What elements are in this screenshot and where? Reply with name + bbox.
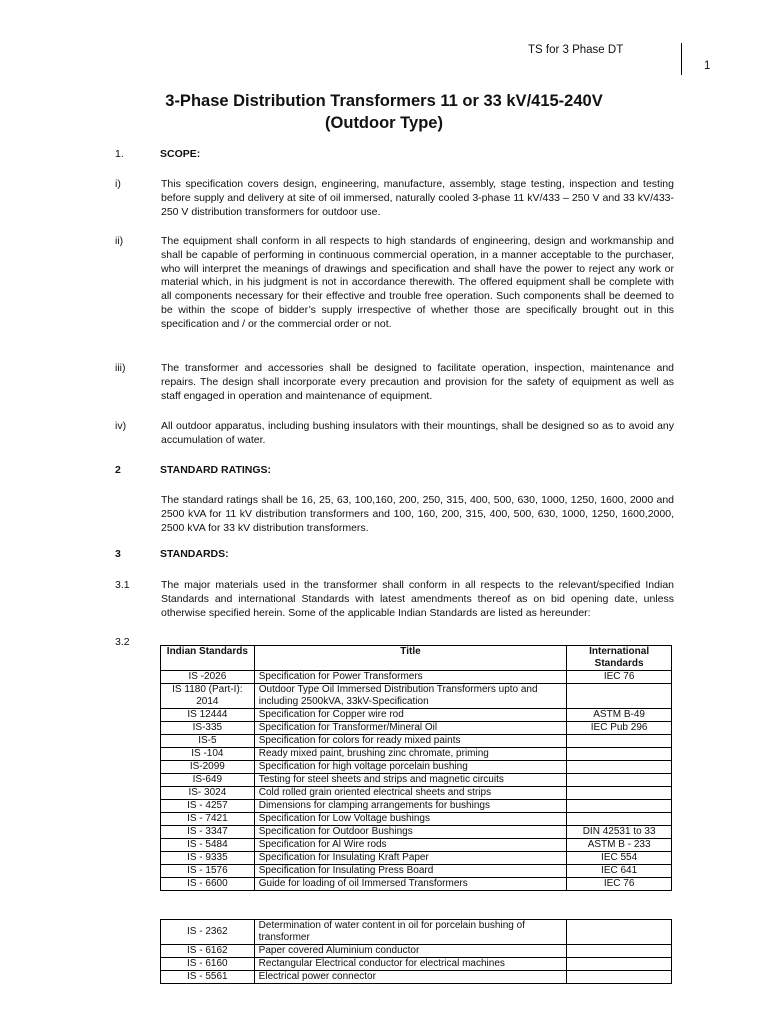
table-header-row (161, 646, 672, 671)
title-cell: Specification for colors for ready mixed paints (254, 735, 567, 748)
title-cell: Specification for Power Transformers (254, 671, 567, 684)
title-cell: Testing for steel sheets and strips and magnetic circuits (254, 774, 567, 787)
paragraph-ratings: The standard ratings shall be 16, 25, 63, 100,160, 200, 250, 315, 400, 500, 630, 1000, 1250, 1600, 2000 and 2500 kVA for 11 kV distribution transformers and 100, 160, 200, 315, 400, 500, 630, 1000, 1250, 1600,2000, 2500 kVA for 33 kV distribution transformers. (161, 494, 674, 534)
standards-table (160, 645, 672, 891)
header-divider (681, 43, 682, 75)
international-standard-cell (567, 787, 672, 800)
indian-standard-cell: IS - 7421 (161, 813, 255, 826)
international-standard-cell (567, 774, 672, 787)
international-standard-cell (567, 971, 672, 984)
table-row (161, 826, 672, 839)
title-cell: Specification for Al Wire rods (254, 839, 567, 852)
table-row (161, 813, 672, 826)
indian-standard-cell: IS - 5484 (161, 839, 255, 852)
international-standard-cell (567, 920, 672, 945)
table-row (161, 958, 672, 971)
title-cell: Specification for Low Voltage bushings (254, 813, 567, 826)
international-standard-cell: ASTM B - 233 (567, 839, 672, 852)
section-heading-standards: STANDARDS: (160, 548, 229, 560)
indian-standard-cell: IS - 9335 (161, 852, 255, 865)
item-number: iii) (115, 362, 126, 374)
page-number: 1 (704, 60, 711, 72)
title-cell: Specification for Outdoor Bushings (254, 826, 567, 839)
item-number: iv) (115, 420, 127, 432)
international-standard-cell (567, 800, 672, 813)
indian-standard-cell: IS -2026 (161, 671, 255, 684)
table-row (161, 878, 672, 891)
international-standard-cell: IEC Pub 296 (567, 722, 672, 735)
indian-standard-cell: IS-2099 (161, 761, 255, 774)
table-row (161, 774, 672, 787)
section-number: 3 (115, 548, 121, 560)
title-cell: Electrical power connector (254, 971, 567, 984)
indian-standard-cell: IS - 1576 (161, 865, 255, 878)
indian-standard-cell: IS-649 (161, 774, 255, 787)
indian-standard-cell: IS - 6160 (161, 958, 255, 971)
paragraph-scope-ii: The equipment shall conform in all respects to high standards of engineering, design and workmanship and shall be capable of performing in continuous commercial operation, in a manner acceptable to the purchaser, who will interpret the meanings of drawings and specification and shall have the power to reject any work or material which, in his judgment is not in accordance therewith. The offered equipment shall be complete with all components necessary for their effective and trouble free operation. Such components shall be deemed to be within the scope of bidder’s supply irrespective of whether those are specifically brought out in this specification and / or the commercial order or not. (161, 235, 674, 330)
section-heading-ratings: STANDARD RATINGS: (160, 464, 272, 476)
title-cell: Dimensions for clamping arrangements for bushings (254, 800, 567, 813)
table-row (161, 722, 672, 735)
table-row (161, 671, 672, 684)
international-standard-cell (567, 945, 672, 958)
indian-standard-cell: IS- 3024 (161, 787, 255, 800)
indian-standard-cell: IS - 5561 (161, 971, 255, 984)
international-standard-cell: ASTM B-49 (567, 709, 672, 722)
column-header-title: Title (254, 646, 567, 671)
indian-standard-cell: IS - 6600 (161, 878, 255, 891)
international-standard-cell: IEC 76 (567, 878, 672, 891)
title-cell: Outdoor Type Oil Immersed Distribution Transformers upto and including 2500kVA, 33kV-Specification (254, 684, 567, 709)
indian-standard-cell: IS - 6162 (161, 945, 255, 958)
international-standard-cell: IEC 641 (567, 865, 672, 878)
indian-standard-cell: IS - 4257 (161, 800, 255, 813)
table-row (161, 761, 672, 774)
title-cell: Rectangular Electrical conductor for electrical machines (254, 958, 567, 971)
indian-standard-cell: IS-335 (161, 722, 255, 735)
indian-standard-cell: IS - 3347 (161, 826, 255, 839)
table-row (161, 920, 672, 945)
table-row (161, 852, 672, 865)
item-number: 3.1 (115, 579, 130, 591)
indian-standard-cell: IS-5 (161, 735, 255, 748)
paragraph-scope-i: This specification covers design, engineering, manufacture, assembly, stage testing, inspection and testing before supply and delivery at site of oil immersed, naturally cooled 3-phase 11 kV/433 – 250 V and 33 kV/433-250 V distribution transformers for outdoor use. (161, 178, 674, 218)
international-standard-cell: IEC 76 (567, 671, 672, 684)
table-row (161, 735, 672, 748)
document-subtitle: (Outdoor Type) (325, 114, 443, 132)
title-cell: Ready mixed paint, brushing zinc chromate, priming (254, 748, 567, 761)
title-cell: Specification for high voltage porcelain bushing (254, 761, 567, 774)
header-label: TS for 3 Phase DT (528, 44, 624, 56)
table-row (161, 945, 672, 958)
international-standard-cell (567, 748, 672, 761)
table-row (161, 709, 672, 722)
table-row (161, 800, 672, 813)
paragraph-scope-iii: The transformer and accessories shall be designed to facilitate operation, inspection, maintenance and repairs. The design shall incorporate every precaution and provision for the safety of equipment as well as staff engaged in operation and maintenance of equipment. (161, 362, 674, 402)
title-cell: Specification for Transformer/Mineral Oil (254, 722, 567, 735)
table-row (161, 684, 672, 709)
international-standard-cell (567, 958, 672, 971)
title-cell: Cold rolled grain oriented electrical sheets and strips (254, 787, 567, 800)
document-title: 3-Phase Distribution Transformers 11 or 33 kV/415-240V (165, 92, 603, 110)
column-header-international-standards: International Standards (567, 646, 672, 671)
international-standard-cell (567, 813, 672, 826)
item-number: 3.2 (115, 636, 130, 648)
title-cell: Specification for Insulating Press Board (254, 865, 567, 878)
title-cell: Guide for loading of oil Immersed Transformers (254, 878, 567, 891)
international-standard-cell: IEC 554 (567, 852, 672, 865)
international-standard-cell (567, 735, 672, 748)
paragraph-scope-iv: All outdoor apparatus, including bushing insulators with their mountings, shall be designed so as to avoid any accumulation of water. (161, 420, 674, 446)
section-heading-scope: SCOPE: (160, 148, 201, 160)
section-number: 2 (115, 464, 121, 476)
standards-table-continued (160, 919, 672, 984)
item-number: i) (115, 178, 121, 190)
international-standard-cell (567, 684, 672, 709)
table-row (161, 748, 672, 761)
table-row (161, 839, 672, 852)
title-cell: Paper covered Aluminium conductor (254, 945, 567, 958)
column-header-indian-standards: Indian Standards (161, 646, 255, 671)
title-cell: Specification for Insulating Kraft Paper (254, 852, 567, 865)
indian-standard-cell: IS -104 (161, 748, 255, 761)
indian-standard-cell: IS 1180 (Part-I): 2014 (161, 684, 255, 709)
international-standard-cell: DIN 42531 to 33 (567, 826, 672, 839)
indian-standard-cell: IS 12444 (161, 709, 255, 722)
international-standard-cell (567, 761, 672, 774)
paragraph-standards-3-1: The major materials used in the transformer shall conform in all respects to the relevant/specified Indian Standards and international Standards with latest amendments thereof as on bid opening date, unless otherwise specified herein. Some of the applicable Indian Standards are listed as hereunder: (161, 579, 674, 619)
table-row (161, 865, 672, 878)
indian-standard-cell: IS - 2362 (161, 920, 255, 945)
item-number: ii) (115, 235, 124, 247)
title-cell: Determination of water content in oil for porcelain bushing of transformer (254, 920, 567, 945)
table-row (161, 971, 672, 984)
title-cell: Specification for Copper wire rod (254, 709, 567, 722)
section-number: 1. (115, 148, 124, 160)
table-row (161, 787, 672, 800)
